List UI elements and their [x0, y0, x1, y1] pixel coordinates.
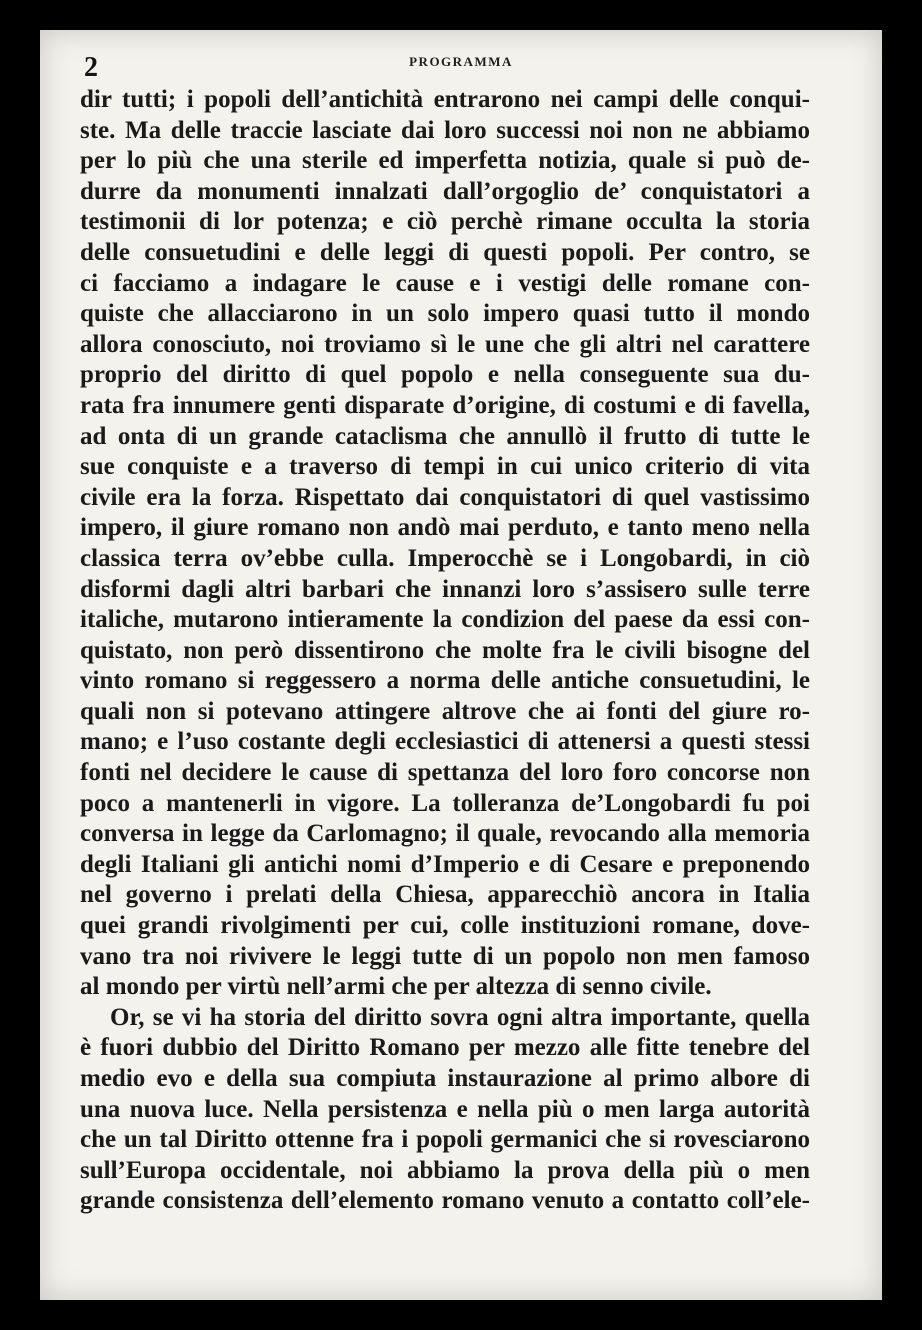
- text-line: degli Italiani gli antichi nomi d’Imperio e di Cesare e preponendo: [80, 850, 810, 878]
- text-line: per lo più che una sterile ed imperfetta notizia, quale si può de-: [80, 147, 810, 175]
- text-line: quali non si potevano attingere altrove che ai fonti del giure ro-: [80, 697, 810, 725]
- text-line: quei grandi rivolgimenti per cui, colle instituzioni romane, dove-: [80, 912, 810, 940]
- text-line: delle consuetudini e delle leggi di questi popoli. Per contro, se: [80, 238, 810, 266]
- text-line: proprio del diritto di quel popolo e nella conseguente sua du-: [80, 361, 810, 389]
- text-line: impero, il giure romano non andò mai perduto, e tanto meno nella: [80, 514, 810, 542]
- text-line: civile era la forza. Rispettato dai conquistatori di quel vastissimo: [80, 483, 810, 511]
- text-line: nel governo i prelati della Chiesa, apparecchiò ancora in Italia: [80, 881, 810, 909]
- body-text: [80, 85, 810, 1217]
- paragraph-1: [80, 85, 810, 1003]
- text-line: ci facciamo a indagare le cause e i vestigi delle romane con-: [80, 269, 810, 297]
- text-line: durre da monumenti innalzati dall’orgoglio de’ conquistatori a: [80, 177, 810, 205]
- page-number: 2: [84, 52, 98, 83]
- paragraph-2: [80, 1003, 810, 1217]
- text-line: rata fra innumere genti disparate d’origine, di costumi e di favella,: [80, 391, 810, 419]
- text-line: Or, se vi ha storia del diritto sovra ogni altra importante, quella: [110, 1003, 810, 1031]
- text-line: al mondo per virtù nell’armi che per altezza di senno civile.: [80, 973, 712, 1001]
- running-head: PROGRAMMA: [409, 54, 513, 69]
- text-line: mano; e l’uso costante degli ecclesiastici di attenersi a questi stessi: [80, 728, 810, 756]
- text-line: quiste che allacciarono in un solo impero quasi tutto il mondo: [80, 300, 810, 328]
- text-line: una nuova luce. Nella persistenza e nella più o men larga autorità: [80, 1095, 810, 1123]
- book-page: [40, 30, 882, 1300]
- text-line: dir tutti; i popoli dell’antichità entrarono nei campi delle conqui-: [80, 86, 810, 113]
- text-line: testimonii di lor potenza; e ciò perchè rimane occulta la storia: [80, 208, 810, 236]
- text-line: quistato, non però dissentirono che molte fra le civili bisogne del: [80, 636, 810, 664]
- text-line: fonti nel decidere le cause di spettanza del loro foro concorse non: [80, 759, 810, 787]
- text-line: disformi dagli altri barbari che innanzi loro s’assisero sulle terre: [80, 575, 810, 603]
- text-line: vano tra noi rivivere le leggi tutte di un popolo non men famoso: [80, 942, 810, 970]
- text-line: vinto romano si reggessero a norma delle antiche consuetudini, le: [80, 667, 810, 695]
- text-line: ste. Ma delle traccie lasciate dai loro successi noi non ne abbiamo: [80, 116, 810, 144]
- text-line: è fuori dubbio del Diritto Romano per mezzo alle fitte tenebre del: [80, 1034, 810, 1062]
- text-line: poco a mantenerli in vigore. La tolleranza de’Longobardi fu poi: [80, 789, 810, 817]
- text-line: classica terra ov’ebbe culla. Imperocchè se i Longobardi, in ciò: [80, 544, 810, 572]
- text-line: italiche, mutarono intieramente la condizion del paese da essi con-: [80, 606, 810, 634]
- text-line: sull’Europa occidentale, noi abbiamo la prova della più o men: [80, 1156, 810, 1184]
- text-line: conversa in legge da Carlomagno; il quale, revocando alla memoria: [80, 820, 810, 848]
- text-line: medio evo e della sua compiuta instaurazione al primo albore di: [80, 1065, 810, 1092]
- text-line: sue conquiste e a traverso di tempi in cui unico criterio di vita: [80, 453, 810, 481]
- text-line: ad onta di un grande cataclisma che annullò il frutto di tutte le: [80, 422, 810, 450]
- text-line: grande consistenza dell’elemento romano venuto a contatto coll’ele-: [80, 1187, 810, 1215]
- text-line: che un tal Diritto ottenne fra i popoli germanici che si rovesciarono: [80, 1126, 810, 1154]
- text-line: allora conosciuto, noi troviamo sì le une che gli altri nel carattere: [80, 330, 810, 358]
